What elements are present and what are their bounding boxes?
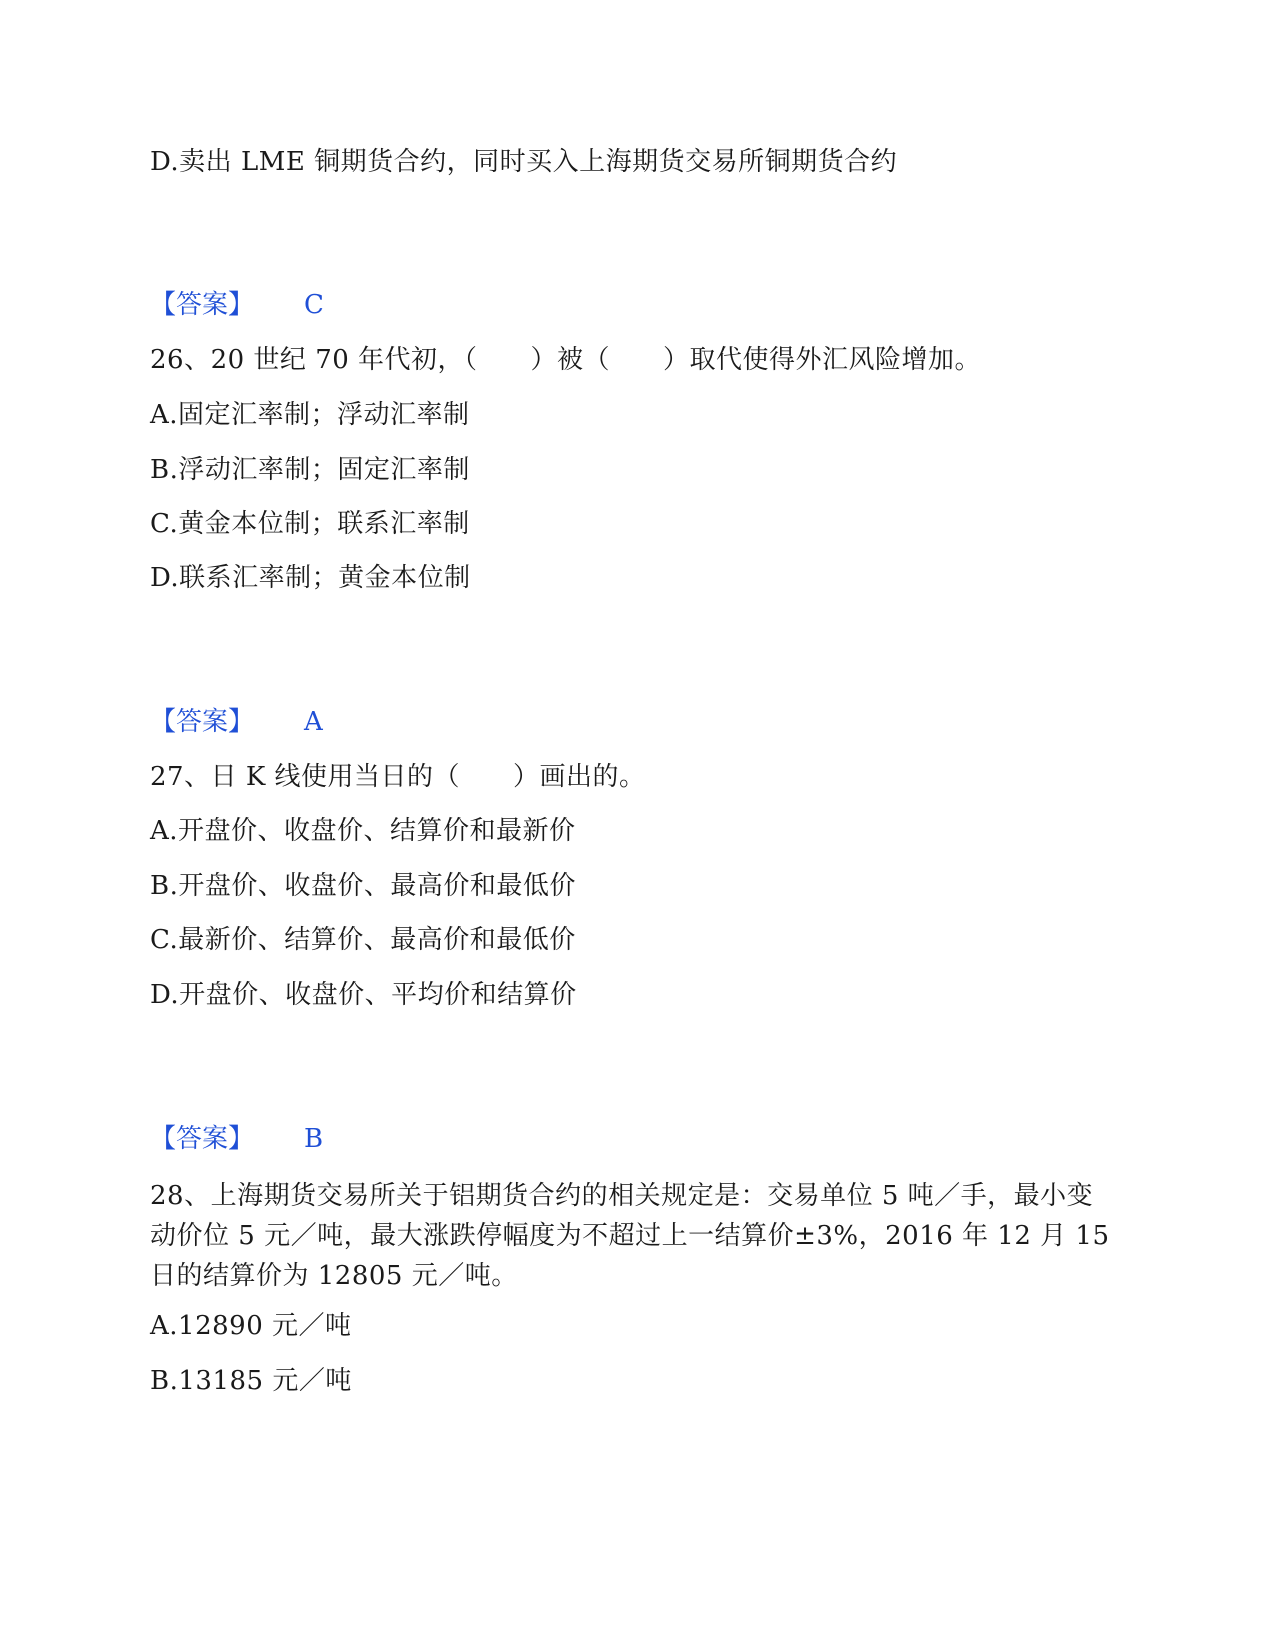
answer-value: A (304, 707, 323, 737)
q27-answer (150, 1124, 323, 1154)
q26-option-d: D.联系汇率制；黄金本位制 (150, 563, 471, 593)
q28-option-a: A.12890 元／吨 (150, 1311, 352, 1341)
q28-option-b: B.13185 元／吨 (150, 1366, 352, 1396)
q27-option-b: B.开盘价、收盘价、最高价和最低价 (150, 871, 576, 901)
q27-option-a: A.开盘价、收盘价、结算价和最新价 (150, 816, 576, 846)
q27-option-d: D.开盘价、收盘价、平均价和结算价 (150, 980, 577, 1010)
q25-answer (150, 290, 324, 320)
q27-stem: 27、日 K 线使用当日的（ ）画出的。 (150, 762, 646, 792)
q26-answer (150, 707, 323, 737)
answer-value: C (304, 290, 324, 320)
answer-label: 【答案】 (150, 707, 255, 737)
q26-option-b: B.浮动汇率制；固定汇率制 (150, 455, 470, 485)
answer-value: B (304, 1124, 324, 1154)
q25-option-d: D.卖出 LME 铜期货合约，同时买入上海期货交易所铜期货合约 (150, 147, 898, 177)
q26-option-c: C.黄金本位制；联系汇率制 (150, 509, 470, 539)
q28-stem: 28、上海期货交易所关于铝期货合约的相关规定是：交易单位 5 吨／手，最小变动价位 5 元／吨，最大涨跌停幅度为不超过上一结算价±3%，2016 年 12 月 15 日的结算价为 12805 元／吨。 (150, 1181, 1110, 1291)
q27-option-c: C.最新价、结算价、最高价和最低价 (150, 925, 576, 955)
q26-stem: 26、20 世纪 70 年代初，（ ）被（ ）取代使得外汇风险增加。 (150, 345, 982, 375)
q26-option-a: A.固定汇率制；浮动汇率制 (150, 400, 470, 430)
answer-label: 【答案】 (150, 290, 255, 320)
answer-label: 【答案】 (150, 1124, 255, 1154)
